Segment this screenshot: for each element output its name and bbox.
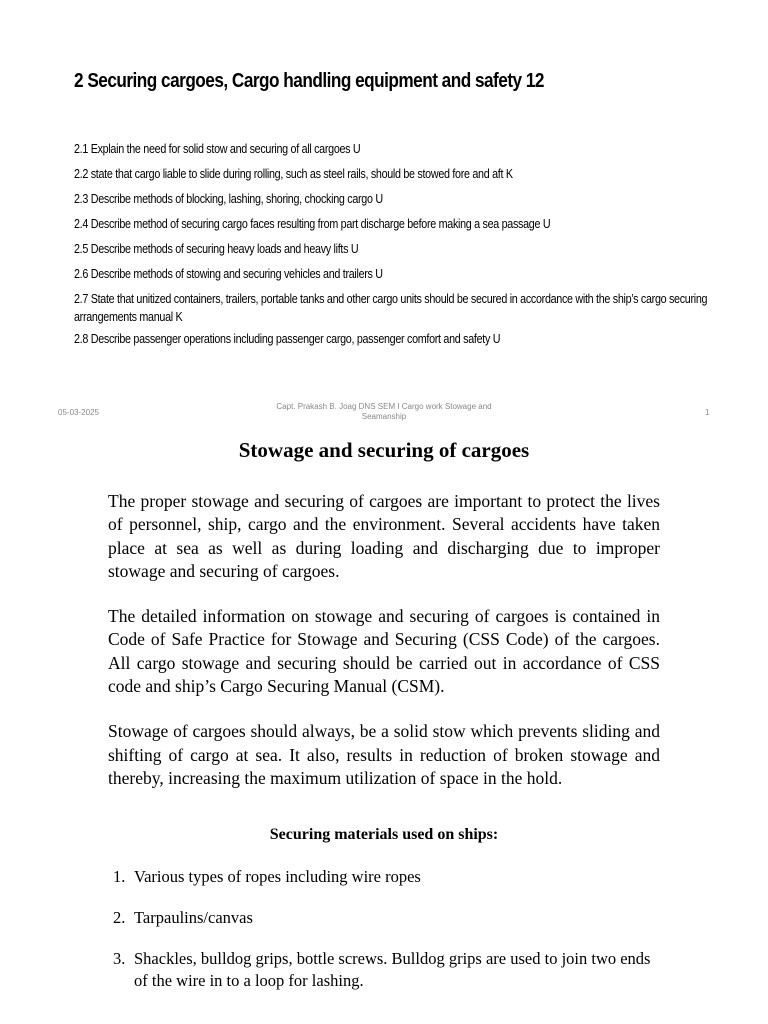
- list-item: [108, 948, 660, 992]
- section-title: Stowage and securing of cargoes: [238, 438, 530, 462]
- list-item-text: Tarpaulins/canvas: [134, 908, 253, 928]
- list-item-text: Various types of ropes including wire ropes: [134, 867, 421, 887]
- materials-list: [108, 866, 660, 992]
- outcome-item: 2.5 Describe methods of securing heavy loads and heavy lifts U: [74, 242, 359, 256]
- footer-date: 05-03-2025: [58, 408, 99, 417]
- outcome-item: 2.8 Describe passenger operations including passenger cargo, passenger comfort and safety U: [74, 332, 501, 346]
- footer-page-number: 1: [705, 408, 710, 417]
- slide-footer: [0, 400, 768, 428]
- outcome-item: 2.4 Describe method of securing cargo faces resulting from part discharge before making a sea passage U: [74, 217, 551, 231]
- list-item: [108, 866, 660, 888]
- outcome-item: 2.6 Describe methods of stowing and securing vehicles and trailers U: [74, 267, 383, 281]
- outcome-item: 2.7 State that unitized containers, trailers, portable tanks and other cargo units should be secured in accordance with the ship’s cargo securing arrangements manual K: [74, 292, 708, 324]
- list-number: 1.: [113, 867, 126, 887]
- footer-author: Capt. Prakash B. Joag DNS SEM I Cargo work Stowage and Seamanship: [276, 402, 492, 421]
- materials-heading: Securing materials used on ships:: [269, 826, 499, 844]
- paragraph: Stowage of cargoes should always, be a solid stow which prevents sliding and shifting of cargo at sea. It also, results in reduction of broken stowage and thereby, increasing the maximum utilization of space in the hold.: [108, 721, 660, 788]
- learning-outcomes-list: [74, 140, 768, 355]
- paragraph: The proper stowage and securing of cargoes are important to protect the lives of personnel, ship, cargo and the environment. Several accidents have taken place at sea as well as during loading and discharging due to improper stowage and securing of cargoes.: [108, 491, 660, 581]
- slide-page-1: [0, 0, 768, 428]
- list-number: 3.: [113, 949, 126, 969]
- list-number: 2.: [113, 908, 126, 928]
- outcome-item: 2.1 Explain the need for solid stow and securing of all cargoes U: [74, 142, 361, 156]
- paragraph: The detailed information on stowage and securing of cargoes is contained in Code of Safe Practice for Stowage and Securing (CSS Code) of the cargoes. All cargo stowage and securing should be carried out in accordance of CSS code and ship’s Cargo Securing Manual (CSM).: [108, 606, 660, 697]
- list-item: [108, 907, 660, 929]
- outcome-item: 2.3 Describe methods of blocking, lashing, shoring, chocking cargo U: [74, 192, 383, 206]
- outcome-item: 2.2 state that cargo liable to slide during rolling, such as steel rails, should be stowed fore and aft K: [74, 167, 513, 181]
- document-page-2: [108, 436, 660, 1011]
- list-item-text: Shackles, bulldog grips, bottle screws. Bulldog grips are used to join two ends of the wire in to a loop for lashing.: [134, 949, 651, 991]
- slide-title: 2 Securing cargoes, Cargo handling equipment and safety 12: [74, 70, 544, 92]
